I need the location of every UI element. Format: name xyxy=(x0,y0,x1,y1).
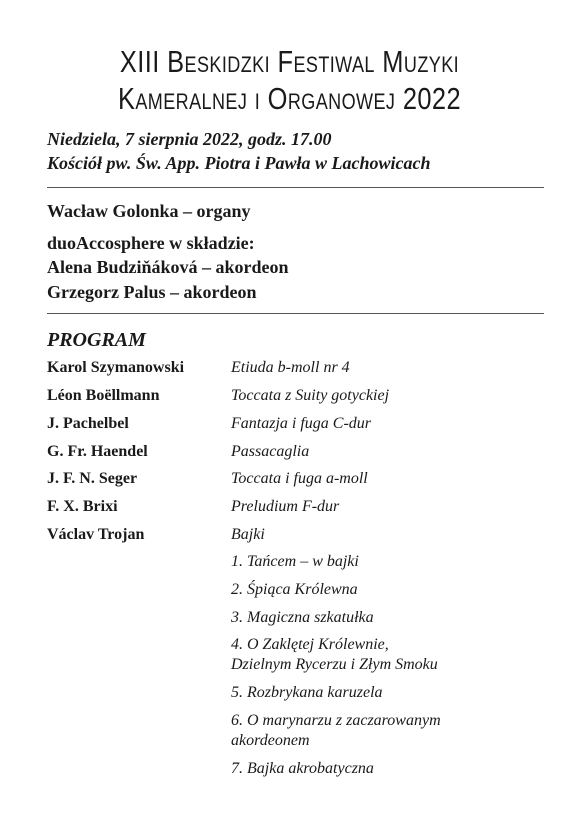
event-venue: Kościół pw. Św. App. Piotra i Pawła w Lachowicach xyxy=(47,153,431,173)
program-work: Fantazja i fuga C-dur xyxy=(231,415,372,432)
performer-ensemble: duoAccosphere w składzie: xyxy=(47,233,255,253)
program-work: Toccata i fuga a-moll xyxy=(231,470,368,487)
program-composer: G. Fr. Haendel xyxy=(47,443,148,460)
program-composer: F. X. Brixi xyxy=(47,498,118,515)
movement-line: 4. O Zaklętej Królewnie, xyxy=(231,636,389,653)
program-composer: Karol Szymanowski xyxy=(47,359,185,376)
movement-line: 3. Magiczna szkatułka xyxy=(231,609,374,626)
performer-organist: Wacław Golonka – organy xyxy=(47,201,251,221)
movement-line: 6. O marynarzu z zaczarowanym xyxy=(231,712,441,729)
performer-member-1: Alena Budziňáková – akordeon xyxy=(47,257,289,277)
movement-line: 5. Rozbrykana karuzela xyxy=(231,684,383,701)
program-composer: Václav Trojan xyxy=(47,526,145,543)
program-work: Bajki xyxy=(231,526,265,543)
program-composer: Léon Boëllmann xyxy=(47,387,160,404)
program-work: Passacaglia xyxy=(231,443,310,460)
program-work: Preludium F-dur xyxy=(231,498,340,515)
movement-line-continued: Dzielnym Rycerzu i Złym Smoku xyxy=(231,656,438,673)
program-composer: J. Pachelbel xyxy=(47,415,129,432)
program-composer: J. F. N. Seger xyxy=(47,470,138,487)
festival-title-line-2: Kameralnej i Organowej 2022 xyxy=(117,81,462,116)
program-work: Toccata z Suity gotyckiej xyxy=(231,387,390,404)
festival-title-line-1: XIII Beskidzki Festiwal Muzyki xyxy=(119,44,460,79)
movement-line: 7. Bajka akrobatyczna xyxy=(231,760,374,777)
movement-line-continued: akordeonem xyxy=(231,732,310,749)
performer-member-2: Grzegorz Palus – akordeon xyxy=(47,282,257,302)
divider-bottom xyxy=(47,313,544,314)
divider-top xyxy=(47,187,544,188)
program-work: Etiuda b-moll nr 4 xyxy=(231,359,350,376)
movement-line: 2. Śpiąca Królewna xyxy=(231,581,358,598)
movement-line: 1. Tańcem – w bajki xyxy=(231,553,359,570)
event-date: Niedziela, 7 sierpnia 2022, godz. 17.00 xyxy=(47,129,332,149)
program-heading: PROGRAM xyxy=(47,329,146,351)
